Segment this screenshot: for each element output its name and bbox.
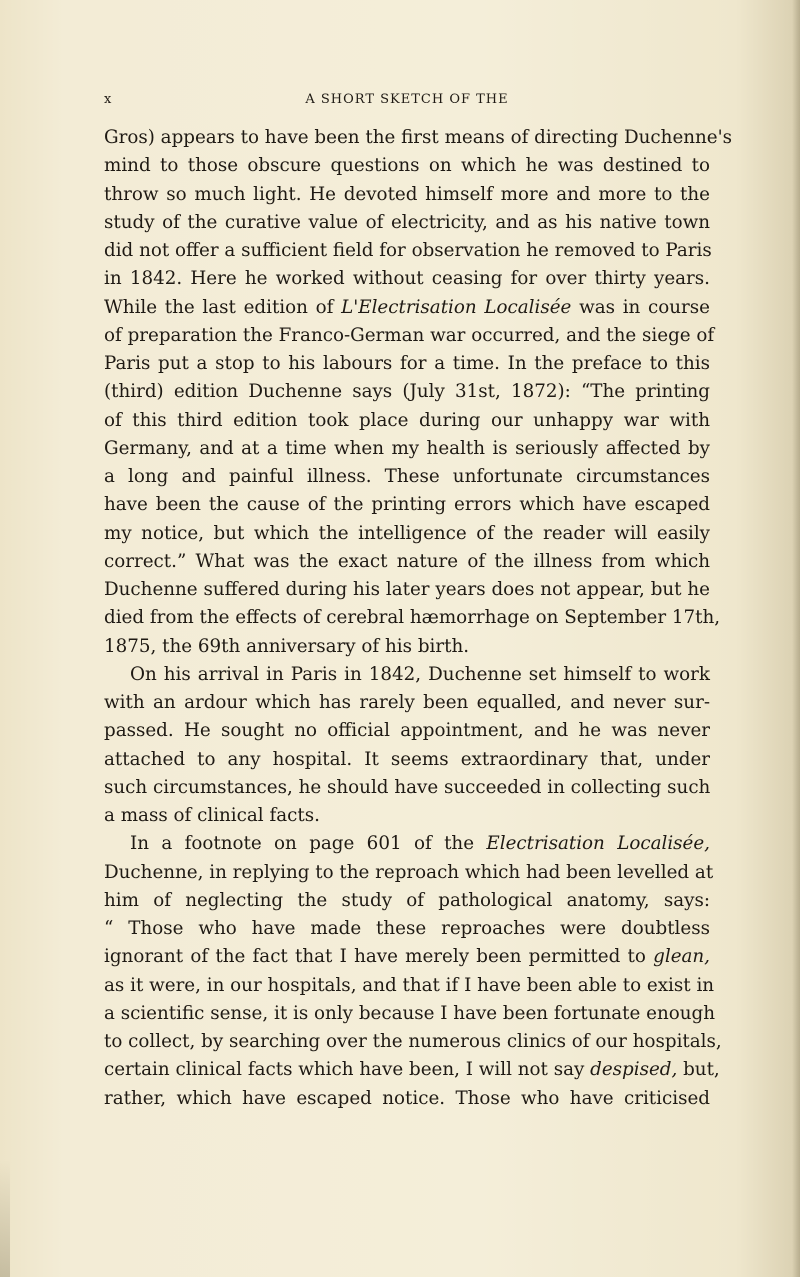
- text-segment: such circumstances, he should have succeeded in collecting such: [104, 776, 711, 798]
- text-segment: In a footnote on page 601 of the: [130, 833, 487, 855]
- text-line: [104, 604, 721, 632]
- text-line: [104, 972, 715, 1000]
- text-segment: as it were, in our hospitals, and that if I have been able to exist in: [104, 974, 715, 996]
- text-segment: of preparation the Franco-German war occurred, and the siege of: [104, 324, 715, 346]
- text-segment: “ Those who have made these reproaches were doubtless: [104, 918, 710, 939]
- text-segment: certain clinical facts which have been, I will not say: [104, 1059, 591, 1081]
- text-segment: attached to any hospital. It seems extraordinary that, under: [104, 748, 710, 770]
- text-line: [104, 491, 710, 519]
- italic-text: despised,: [590, 1059, 678, 1081]
- text-line: [104, 746, 710, 774]
- text-segment: passed. He sought no official appointment, and he was never: [104, 720, 710, 742]
- text-line: [104, 915, 710, 943]
- text-line: [104, 294, 710, 322]
- text-line: [104, 548, 710, 576]
- italic-text: L'Electrisation Localisée: [341, 296, 572, 318]
- text-segment: On his arrival in Paris in 1842, Duchenne set himself to work: [130, 663, 710, 685]
- page-header: [104, 92, 710, 112]
- italic-text: Electrisation Localisée,: [486, 833, 710, 855]
- text-segment: with an ardour which has rarely been equalled, and never sur-: [104, 692, 710, 713]
- text-segment: Germany, and at a time when my health is seriously affected by: [104, 437, 710, 459]
- page-edge-shadow: [792, 0, 800, 1277]
- text-line: [104, 774, 710, 802]
- text-line: [104, 802, 710, 830]
- text-segment: (third) edition Duchenne says (July 31st, 1872): “The printing: [104, 381, 710, 403]
- text-segment: ignorant of the fact that I have merely been permitted to: [104, 946, 654, 968]
- text-segment: have been the cause of the printing errors which have escaped: [104, 494, 710, 516]
- text-segment: him of neglecting the study of pathological anatomy, says:: [104, 889, 710, 911]
- text-line: [104, 265, 710, 293]
- text-line: [104, 124, 733, 152]
- body-text: [104, 124, 733, 1113]
- text-line: [104, 152, 710, 180]
- page-edge-shadow: [0, 1160, 10, 1277]
- text-line: [104, 1028, 722, 1056]
- page-folio: x: [104, 92, 113, 107]
- text-line: [104, 633, 710, 661]
- text-line: [104, 1056, 720, 1084]
- text-line: [104, 859, 714, 887]
- text-line: [104, 435, 710, 463]
- text-segment: my notice, but which the intelligence of the reader will easily: [104, 522, 710, 544]
- text-line: [104, 661, 710, 689]
- text-line: [104, 576, 710, 604]
- running-head: A SHORT SKETCH OF THE: [305, 92, 509, 107]
- text-line: [104, 943, 710, 971]
- text-segment: but,: [677, 1059, 720, 1081]
- text-segment: in 1842. Here he worked without ceasing for over thirty years.: [104, 268, 710, 290]
- italic-text: glean,: [653, 946, 710, 968]
- text-line: [104, 209, 710, 237]
- text-segment: rather, which have escaped notice. Those who have criticised: [104, 1087, 710, 1109]
- text-line: [104, 463, 710, 491]
- text-line: [104, 717, 710, 745]
- text-segment: a mass of clinical facts.: [104, 805, 320, 826]
- text-segment: While the last edition of: [104, 296, 342, 318]
- text-segment: study of the curative value of electricity, and as his native town: [104, 211, 710, 233]
- text-line: [104, 378, 710, 406]
- text-line: [104, 520, 710, 548]
- text-segment: was in course: [571, 296, 710, 318]
- text-segment: a scientific sense, it is only because I have been fortunate enough: [104, 1002, 715, 1024]
- text-segment: a long and painful illness. These unfortunate circumstances: [104, 466, 710, 487]
- text-line: [104, 237, 710, 265]
- text-line: [104, 830, 710, 858]
- text-segment: Duchenne, in replying to the reproach which had been levelled at: [104, 861, 714, 883]
- text-segment: Duchenne suffered during his later years does not appear, but he: [104, 579, 710, 600]
- text-line: [104, 689, 710, 717]
- text-segment: of this third edition took place during our unhappy war with: [104, 409, 710, 431]
- text-segment: did not offer a sufficient field for observation he removed to Paris: [104, 240, 712, 261]
- text-segment: to collect, by searching over the numerous clinics of our hospitals,: [104, 1031, 722, 1052]
- text-line: [104, 1000, 715, 1028]
- text-segment: 1875, the 69th anniversary of his birth.: [104, 635, 470, 657]
- text-segment: Gros) appears to have been the first means of directing Duchenne's: [104, 127, 733, 148]
- text-line: [104, 1085, 710, 1113]
- text-line: [104, 322, 715, 350]
- text-line: [104, 887, 710, 915]
- text-line: [104, 407, 710, 435]
- text-segment: throw so much light. He devoted himself more and more to the: [104, 183, 710, 205]
- text-segment: died from the effects of cerebral hæmorrhage on September 17th,: [104, 607, 721, 629]
- text-line: [104, 350, 710, 378]
- text-segment: correct.” What was the exact nature of the illness from which: [104, 550, 710, 572]
- text-segment: mind to those obscure questions on which he was destined to: [104, 155, 710, 177]
- text-line: [104, 181, 710, 209]
- text-segment: Paris put a stop to his labours for a time. In the preface to this: [104, 353, 710, 374]
